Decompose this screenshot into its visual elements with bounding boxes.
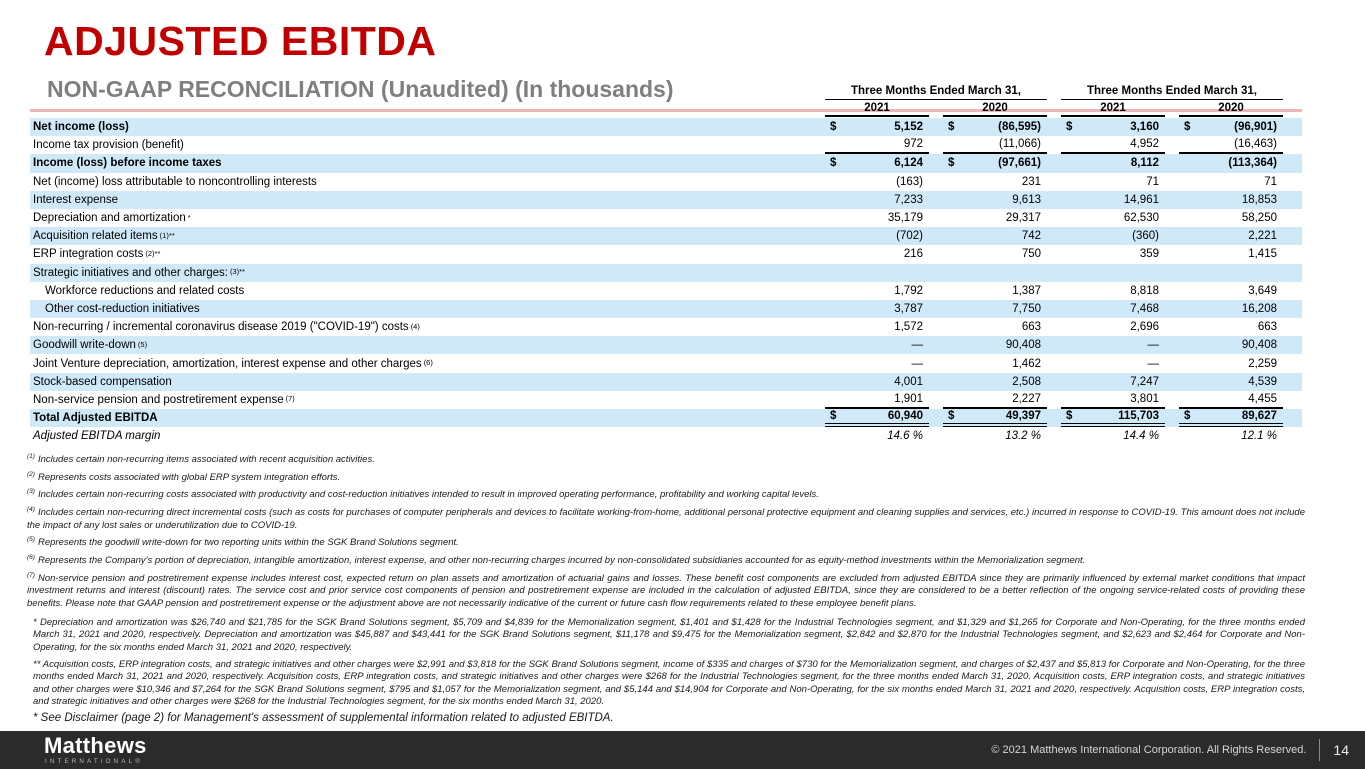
value-cell [825, 318, 929, 336]
dollar-sign: $ [1184, 410, 1191, 423]
reconciliation-table [30, 85, 1302, 445]
value-text: 2,508 [1012, 375, 1041, 388]
star-note [33, 617, 1305, 654]
row-tail-spacer [1283, 136, 1302, 154]
value-text: 9,613 [1012, 193, 1041, 206]
value-text: 216 [903, 248, 923, 261]
value-text: 8,112 [1130, 157, 1159, 170]
row-label [30, 227, 811, 245]
footnote-text: Includes certain non-recurring direct incremental costs (such as costs for purchases of computer peripherals and devices to facilitate working-from-home, additional personal protective equipment and cleaning supplies and services, etc.) incurred in response to COVID-19. This amount does not include the impact of any lost sales or underutilization due to COVID-19. [27, 507, 1305, 531]
value-text: 7,468 [1130, 302, 1159, 315]
value-cell [943, 300, 1047, 318]
value-cell [943, 282, 1047, 300]
row-label-text: Non-service pension and postretirement expense [33, 393, 284, 406]
value-cell [943, 354, 1047, 372]
value-cell [943, 227, 1047, 245]
column-group-label: Three Months Ended March 31, [825, 85, 1047, 100]
value-cell [825, 427, 929, 445]
footnote-number: (3) [27, 488, 35, 496]
value-text: 13.2 % [1005, 430, 1041, 443]
value-text: (97,661) [998, 157, 1041, 170]
table-row [30, 136, 1302, 154]
value-text: 1,462 [1012, 357, 1041, 370]
value-text: 359 [1139, 248, 1159, 261]
value-cell [825, 391, 929, 409]
value-cell [1179, 282, 1283, 300]
value-cell [1179, 191, 1283, 209]
table-row [30, 391, 1302, 409]
value-cell [1061, 209, 1165, 227]
dollar-sign: $ [1066, 121, 1073, 134]
value-text: 1,415 [1248, 248, 1277, 261]
value-text: 4,455 [1248, 392, 1277, 405]
dollar-sign: $ [830, 121, 837, 134]
company-logo [44, 732, 147, 765]
row-label [30, 318, 811, 336]
footnote-number: (1) [27, 453, 35, 460]
page-subtitle: NON-GAAP RECONCILIATION (Unaudited) (In thousands) [47, 76, 674, 102]
value-cell [825, 282, 929, 300]
row-footnote-marker: (1)** [159, 230, 175, 240]
value-cell [943, 318, 1047, 336]
value-cell [943, 409, 1047, 427]
value-cell [825, 227, 929, 245]
row-label-text: Adjusted EBITDA margin [33, 430, 161, 443]
star-note-marker: ** [33, 659, 41, 671]
row-footnote-marker: * [187, 212, 191, 222]
value-text: 1,792 [894, 284, 923, 297]
row-label-text: Acquisition related items [33, 230, 158, 243]
value-text: (96,901) [1234, 121, 1277, 134]
footnote-number: (4) [27, 506, 35, 514]
footnote [27, 572, 1305, 611]
value-cell [1061, 336, 1165, 354]
value-cell [1179, 227, 1283, 245]
footnote-number: (2) [27, 470, 35, 478]
dollar-sign: $ [830, 157, 837, 170]
value-text: (16,463) [1234, 138, 1277, 151]
value-cell [1179, 118, 1283, 136]
row-label-text: Net income (loss) [33, 121, 129, 134]
row-tail-spacer [1283, 409, 1302, 427]
table-header [30, 85, 1302, 117]
table-row [30, 173, 1302, 191]
value-text: 7,247 [1130, 375, 1159, 388]
row-label-text: Other cost-reduction initiatives [45, 302, 200, 315]
dollar-sign: $ [1184, 121, 1191, 134]
row-footnote-marker: (5) [137, 339, 148, 349]
value-text: 18,853 [1241, 193, 1277, 206]
star-note-marker: * [33, 617, 37, 628]
value-text: 2,259 [1248, 357, 1277, 370]
value-text: 90,408 [1241, 339, 1277, 352]
row-label [30, 154, 811, 172]
page-number-divider [1319, 739, 1320, 761]
row-label-text: ERP integration costs [33, 248, 144, 261]
row-label-text: Non-recurring / incremental coronavirus disease 2019 ("COVID-19") costs [33, 321, 409, 334]
value-text: 4,539 [1248, 375, 1277, 388]
value-cell [1179, 391, 1283, 409]
value-cell [1179, 336, 1283, 354]
value-cell [943, 136, 1047, 154]
value-cell [1061, 154, 1165, 172]
value-cell [943, 391, 1047, 409]
table-row [30, 282, 1302, 300]
row-tail-spacer [1283, 354, 1302, 372]
column-group-three-months-2 [1061, 85, 1283, 117]
table-row [30, 191, 1302, 209]
footnote [27, 453, 1305, 467]
value-text: 89,627 [1241, 410, 1277, 423]
row-tail-spacer [1283, 245, 1302, 263]
value-cell [825, 173, 929, 191]
value-cell [1179, 354, 1283, 372]
table-row [30, 318, 1302, 336]
value-text: 115,703 [1118, 410, 1159, 423]
dollar-sign: $ [830, 410, 837, 423]
row-footnote-marker: (3)** [229, 267, 245, 277]
footnote-text: Includes certain non-recurring items associated with recent acquisition activities. [37, 454, 375, 466]
value-text: 4,952 [1130, 138, 1159, 151]
value-cell [1061, 354, 1165, 372]
value-cell [825, 373, 929, 391]
row-label [30, 409, 811, 427]
value-text: (702) [896, 230, 923, 243]
dollar-sign: $ [948, 157, 955, 170]
row-label [30, 191, 811, 209]
page-title: ADJUSTED EBITDA [44, 18, 437, 64]
value-cell [1179, 154, 1283, 172]
value-text: 29,317 [1005, 212, 1041, 225]
value-cell [1061, 318, 1165, 336]
value-cell [825, 136, 929, 154]
footnote-number: (6) [27, 553, 35, 561]
column-group-label: Three Months Ended March 31, [1061, 85, 1283, 100]
value-text: 2,227 [1012, 392, 1041, 405]
value-cell [825, 154, 929, 172]
value-cell [943, 118, 1047, 136]
footer-bar [0, 731, 1365, 769]
value-text: — [911, 357, 923, 370]
year-header-2020: 2020 [1179, 102, 1283, 117]
table-row [30, 154, 1302, 172]
footnote [27, 488, 1305, 502]
star-note [33, 659, 1305, 708]
value-cell [1061, 227, 1165, 245]
value-text: 7,750 [1012, 302, 1041, 315]
value-text: 12.1 % [1241, 430, 1277, 443]
value-text: 35,179 [887, 212, 923, 225]
value-cell [1061, 373, 1165, 391]
row-footnote-marker: (6) [423, 358, 433, 368]
value-cell [1179, 300, 1283, 318]
value-text: 972 [903, 138, 923, 151]
logo-tagline: INTERNATIONAL® [45, 757, 143, 765]
row-label-text: Stock-based compensation [33, 375, 172, 388]
row-tail-spacer [1283, 154, 1302, 172]
footer-right [991, 739, 1349, 761]
footnote-number: (7) [27, 571, 35, 579]
row-label-text: Total Adjusted EBITDA [33, 412, 158, 425]
star-notes-list [33, 617, 1305, 713]
year-header-2020: 2020 [943, 102, 1047, 117]
row-tail-spacer [1283, 373, 1302, 391]
value-cell [1061, 427, 1165, 445]
column-group-three-months-1 [825, 85, 1047, 117]
table-row [30, 245, 1302, 263]
footnotes-list [27, 453, 1305, 614]
value-text: 14.4 % [1123, 430, 1159, 443]
row-label-text: Income tax provision (benefit) [33, 139, 184, 152]
value-cell [1061, 245, 1165, 263]
value-cell [1179, 264, 1283, 282]
value-cell [943, 336, 1047, 354]
value-text: 8,818 [1130, 284, 1159, 297]
value-text: 49,397 [1005, 410, 1041, 423]
value-cell [1179, 245, 1283, 263]
row-label [30, 136, 811, 154]
value-cell [1179, 427, 1283, 445]
row-label [30, 427, 811, 445]
value-cell [1179, 209, 1283, 227]
row-label [30, 245, 811, 263]
value-cell [1061, 282, 1165, 300]
value-text: 2,696 [1130, 321, 1159, 334]
value-cell [825, 191, 929, 209]
value-text: (360) [1132, 230, 1159, 243]
value-text: 5,152 [894, 121, 923, 134]
table-row [30, 118, 1302, 136]
footnote-number: (5) [27, 536, 35, 544]
value-cell [943, 373, 1047, 391]
row-label [30, 373, 811, 391]
value-cell [943, 191, 1047, 209]
value-cell [943, 427, 1047, 445]
value-cell [1061, 136, 1165, 154]
value-cell [1179, 173, 1283, 191]
value-text: 3,787 [894, 302, 923, 315]
row-label-text: Joint Venture depreciation, amortization, interest expense and other charges [33, 357, 422, 370]
value-text: 3,649 [1248, 284, 1277, 297]
logo-wordmark: Matthews [44, 732, 147, 758]
value-text: 14.6 % [887, 430, 923, 443]
value-text: (163) [896, 175, 923, 188]
value-text: 3,160 [1130, 121, 1159, 134]
table-row [30, 336, 1302, 354]
row-tail-spacer [1283, 427, 1302, 445]
value-text: 7,233 [894, 193, 923, 206]
row-tail-spacer [1283, 209, 1302, 227]
value-cell [1061, 391, 1165, 409]
value-cell [825, 245, 929, 263]
row-label [30, 282, 811, 300]
dollar-sign: $ [948, 410, 955, 423]
value-text: — [1147, 357, 1159, 370]
value-text: 4,001 [894, 375, 923, 388]
row-footnote-marker: (2)** [145, 248, 161, 258]
value-text: 71 [1146, 175, 1159, 188]
table-body [30, 118, 1302, 445]
value-text: — [1147, 339, 1159, 352]
row-label [30, 336, 811, 354]
table-row [30, 354, 1302, 372]
dollar-sign: $ [948, 121, 955, 134]
footnote-text: Represents costs associated with global ERP system integration efforts. [37, 471, 341, 483]
value-cell [1061, 191, 1165, 209]
row-tail-spacer [1283, 191, 1302, 209]
value-cell [1061, 300, 1165, 318]
value-text: 1,387 [1012, 284, 1041, 297]
table-row [30, 264, 1302, 282]
row-tail-spacer [1283, 282, 1302, 300]
value-text: 663 [1257, 321, 1277, 334]
table-row [30, 373, 1302, 391]
value-cell [825, 209, 929, 227]
row-label [30, 209, 811, 227]
value-cell [1061, 409, 1165, 427]
row-label-text: Income (loss) before income taxes [33, 157, 222, 170]
value-text: 16,208 [1241, 302, 1277, 315]
star-note-text: Depreciation and amortization was $26,740 and $21,785 for the SGK Brand Solutions segment, $5,709 and $4,839 for the Memorialization segment, $1,401 and $1,428 for the Industrial Technologies segment, and $1,329 and $1,265 for Corporate and Non-Operating, for the three months ended March 31, 2021 and 2020, respectively. Depreciation and amortization was $45,887 and $43,441 for the SGK Brand Solutions segment, $11,178 and $9,475 for the Memorialization segment, $2,842 and $2,870 for the Industrial Technologies segment, and $2,623 and $2,464 for Corporate and Non-Operating, for the six months ended March 31, 2021 and 2020, respectively. [33, 617, 1305, 653]
row-tail-spacer [1283, 173, 1302, 191]
value-cell [1061, 118, 1165, 136]
value-cell [825, 264, 929, 282]
year-headers [825, 102, 1047, 117]
value-cell [943, 264, 1047, 282]
row-tail-spacer [1283, 336, 1302, 354]
value-cell [825, 336, 929, 354]
value-cell [825, 118, 929, 136]
value-text: 90,408 [1005, 339, 1041, 352]
row-label-text: Depreciation and amortization [33, 212, 186, 225]
value-cell [1179, 409, 1283, 427]
value-text: 14,961 [1123, 193, 1159, 206]
value-cell [825, 354, 929, 372]
table-row [30, 409, 1302, 427]
value-cell [1179, 136, 1283, 154]
row-tail-spacer [1283, 391, 1302, 409]
value-text: 3,801 [1130, 392, 1159, 405]
footnote [27, 536, 1305, 550]
value-text: 663 [1021, 321, 1041, 334]
row-label-text: Goodwill write-down [33, 339, 136, 352]
row-tail-spacer [1283, 264, 1302, 282]
row-tail-spacer [1283, 318, 1302, 336]
value-cell [943, 245, 1047, 263]
row-label [30, 173, 811, 191]
row-tail-spacer [1283, 300, 1302, 318]
value-cell [825, 409, 929, 427]
value-text: 60,940 [887, 410, 923, 423]
page-number: 14 [1333, 742, 1349, 758]
value-text: 742 [1021, 230, 1041, 243]
value-cell [1179, 373, 1283, 391]
value-text: 6,124 [894, 157, 923, 170]
value-cell [943, 173, 1047, 191]
footnote [27, 554, 1305, 568]
value-text: 71 [1264, 175, 1277, 188]
table-row [30, 300, 1302, 318]
row-footnote-marker: (4) [410, 321, 420, 331]
footnote [27, 471, 1305, 485]
row-label [30, 118, 811, 136]
footnote-text: Non-service pension and postretirement expense includes interest cost, expected return on plan assets and amortization of actuarial gains and losses. These benefit cost components are excluded from adjusted EBITDA since they are primarily influenced by external market conditions that impact investment returns and interest (discount) rates. The service cost and prior service cost components of pension and postretirement expense are included in the calculation of adjusted EBITDA, since they are considered to be a better reflection of the ongoing service-related costs of providing these benefits. Please note that GAAP pension and postretirement expense or the adjustment above are not necessarily indicative of the current or future cash flow requirements related to these employee benefit plans. [27, 572, 1305, 609]
table-row [30, 209, 1302, 227]
value-text: (113,364) [1228, 157, 1277, 170]
star-note-text: Acquisition costs, ERP integration costs, and strategic initiatives and other charges were $2,991 and $3,818 for the SGK Brand Solutions segment, income of $335 and charges of $730 for the Memorialization segment, and charges of $2,437 and $5,813 for Corporate and Non-Operating, for the three months ended March 31, 2021 and 2020, respectively. Acquisition costs, ERP integration costs, and strategic initiatives and other charges were $268 for the Industrial Technologies segment, for the three months ended March 31, 2020. Acquisition costs, ERP integration costs, and strategic initiatives and other charges were $10,346 and $7,264 for the SGK Brand Solutions segment, $795 and $1,057 for the Memorialization segment, and $5,144 and $14,904 for Corporate and Non-Operating, for the six months ended March 31, 2021 and 2020, respectively. Acquisition costs, ERP integration costs, and strategic initiatives and other charges were $268 for the Industrial Technologies segment, for the six months ended March 31, 2020. [33, 659, 1305, 708]
value-text: 231 [1021, 175, 1041, 188]
row-label-text: Net (income) loss attributable to noncontrolling interests [33, 175, 317, 188]
row-label-text: Workforce reductions and related costs [45, 284, 245, 297]
dollar-sign: $ [1066, 410, 1073, 423]
table-row [30, 227, 1302, 245]
value-text: — [911, 339, 923, 352]
row-label-text: Interest expense [33, 193, 119, 206]
value-cell [1061, 264, 1165, 282]
value-text: 750 [1021, 248, 1041, 261]
row-label [30, 391, 811, 409]
year-headers [1061, 102, 1283, 117]
copyright-text: © 2021 Matthews International Corporation. All Rights Reserved. [991, 744, 1307, 756]
value-cell [943, 154, 1047, 172]
row-tail-spacer [1283, 118, 1302, 136]
footnote [27, 506, 1305, 532]
value-cell [1179, 318, 1283, 336]
value-text: 1,572 [894, 321, 923, 334]
footnote-text: Represents the Company's portion of depreciation, intangible amortization, interest expense, and other non-recurring charges incurred by non-consolidated subsidiaries accounted for as equity-method investments within the Memorialization segment. [37, 555, 1086, 567]
row-tail-spacer [1283, 227, 1302, 245]
value-text: 1,901 [894, 392, 923, 405]
value-text: 2,221 [1248, 230, 1277, 243]
row-label [30, 354, 811, 372]
value-text: 58,250 [1241, 212, 1277, 225]
table-row [30, 427, 1302, 445]
value-cell [825, 300, 929, 318]
value-text: 62,530 [1123, 212, 1159, 225]
year-header-2021: 2021 [825, 102, 929, 117]
value-cell [1061, 173, 1165, 191]
footnote-text: Includes certain non-recurring costs associated with productivity and cost-reduction initiatives intended to result in improved operating performance, profitability and working capital levels. [37, 489, 819, 501]
value-text: (11,066) [999, 138, 1041, 151]
value-cell [943, 209, 1047, 227]
row-footnote-marker: (7) [285, 394, 295, 404]
disclaimer-note: * See Disclaimer (page 2) for Management's assessment of supplemental information related to adjusted EBITDA. [33, 712, 614, 724]
footnote-text: Represents the goodwill write-down for two reporting units within the SGK Brand Solutions segment. [37, 537, 459, 549]
row-label [30, 300, 811, 318]
value-text: (86,595) [998, 121, 1041, 134]
row-label [30, 264, 811, 282]
year-header-2021: 2021 [1061, 102, 1165, 117]
row-label-text: Strategic initiatives and other charges: [33, 266, 228, 279]
